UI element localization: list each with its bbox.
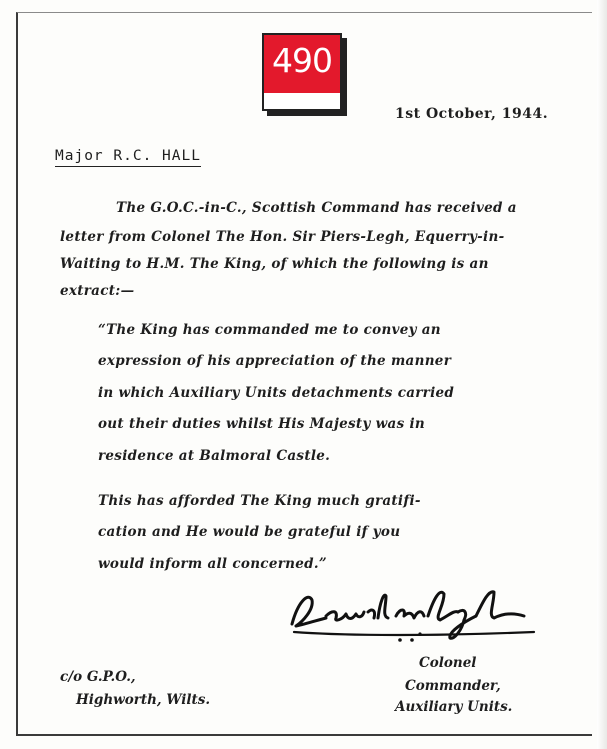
quote-line: “The King has commanded me to convey an [98, 322, 441, 338]
quote-line: would inform all concerned.” [98, 556, 327, 572]
address-line: Highworth, Wilts. [76, 692, 211, 708]
quote-line: This has afforded The King much gratifi- [98, 493, 421, 509]
address-line: c/o G.P.O., [60, 669, 136, 685]
intro-line: extract:— [60, 283, 135, 299]
badge-box [262, 33, 342, 111]
quote-line: out their duties whilst His Majesty was in [98, 416, 426, 432]
recipient-name: Major R.C. HALL [55, 148, 201, 167]
badge-number: 490 [272, 41, 332, 80]
signatory-unit: Auxiliary Units. [395, 699, 513, 715]
unit-badge-logo [262, 33, 348, 117]
intro-line: Waiting to H.M. The King, of which the following is an [60, 256, 489, 272]
quote-line: expression of his appreciation of the manner [98, 353, 452, 369]
signatory-rank: Colonel [419, 655, 477, 671]
quote-line: in which Auxiliary Units detachments carried [98, 385, 455, 401]
handwritten-signature [288, 582, 540, 646]
quote-line: residence at Balmoral Castle. [98, 448, 331, 464]
signatory-title: Commander, [405, 678, 501, 694]
letter-date: 1st October, 1944. [395, 106, 549, 122]
intro-line: The G.O.C.-in-C., Scottish Command has received a [116, 200, 517, 216]
scan-edge [597, 0, 607, 749]
quote-line: cation and He would be grateful if you [98, 524, 401, 540]
intro-line: letter from Colonel The Hon. Sir Piers-Legh, Equerry-in- [60, 229, 505, 245]
